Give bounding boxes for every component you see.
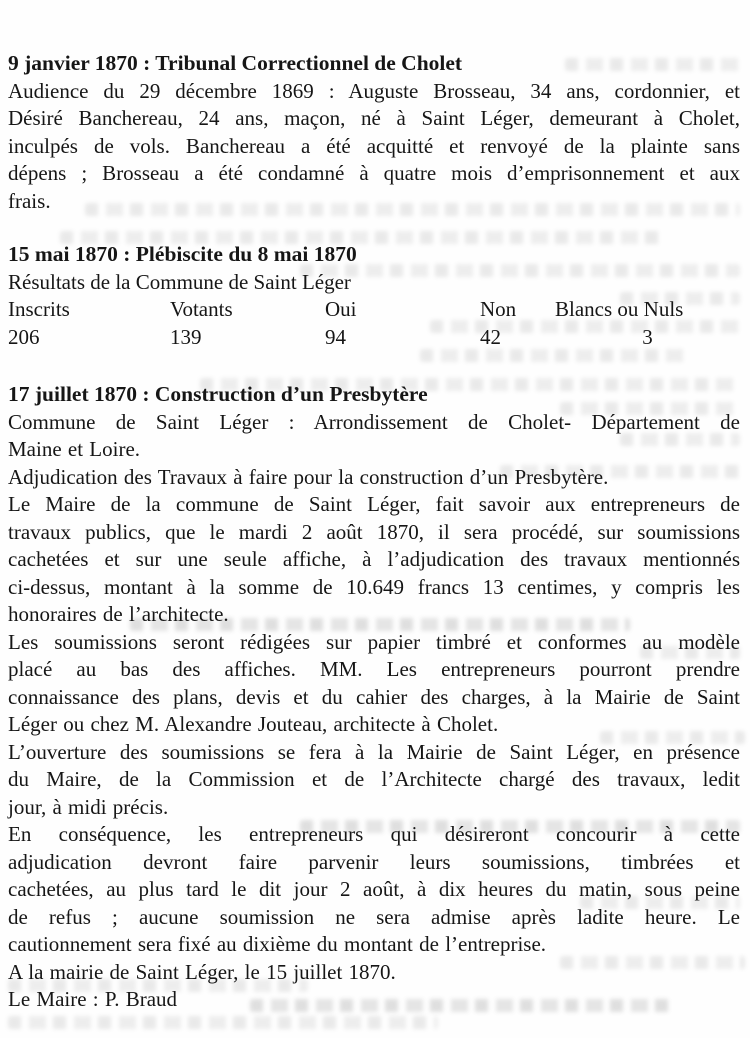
table-value: 206 [8,324,40,349]
column-header: Votants [170,297,233,321]
section-heading: 9 janvier 1870 : Tribunal Correctionnel de Cholet [8,51,463,75]
column-header: Oui [325,297,357,321]
table-caption: Résultats de la Commune de Saint Léger [8,269,351,294]
table-header-row [8,296,740,324]
text-line: Adjudication des Travaux à faire pour la construction d’un Presbytère. [8,464,609,489]
column-header: Blancs ou Nuls [555,297,684,321]
section-paragraph [8,464,740,492]
text-line: L’ouverture des soumissions se fera à la Mairie de Saint Léger, en présence [8,739,740,764]
section-presbytere [8,381,740,1014]
text-line: adjudication devront faire parvenir leurs soumissions, timbrées et [8,849,740,874]
text-line: frais. [8,188,51,213]
text-line: Les soumissions seront rédigées sur papier timbré et conformes au modèle [8,629,740,654]
text-line: de refus ; aucune soumission ne sera admise après ladite heure. Le [8,904,740,929]
text-line: cautionnement sera fixé au dixième du montant de l’entreprise. [8,932,547,956]
table-value: 42 [480,324,501,349]
table-value: 3 [642,324,653,349]
section-heading: 15 mai 1870 : Plébiscite du 8 mai 1870 [8,242,357,266]
section-paragraph [8,78,740,216]
date-line [8,959,740,987]
text-line: travaux publics, que le mardi 2 août 1870, il sera procédé, sur soumissions [8,519,740,544]
signature-line [8,986,740,1014]
text-line: Le Maire : P. Braud [8,987,178,1011]
section-paragraph [8,739,740,822]
section-paragraph [8,409,740,464]
text-line: Désiré Banchereau, 24 ans, maçon, né à Saint Léger, demeurant à Cholet, [8,106,740,130]
text-line: ci-dessus, montant à la somme de 10.649 francs 13 centimes, y compris les [8,574,740,599]
column-header: Inscrits [8,297,70,321]
text-line: inculpés de vols. Banchereau a été acquitté et renvoyé de la plainte sans [8,133,740,158]
text-line: A la mairie de Saint Léger, le 15 juillet 1870. [8,959,396,984]
text-line: cachetées et sur une seule affiche, à l’adjudication des travaux mentionnés [8,547,740,571]
section-paragraph [8,629,740,739]
section-heading: 17 juillet 1870 : Construction d’un Presbytère [8,382,428,406]
section-paragraph [8,821,740,959]
text-line: Léger ou chez M. Alexandre Jouteau, architecte à Cholet. [8,712,499,736]
plebiscite-results-table [8,296,740,351]
text-line: Le Maire de la commune de Saint Léger, fait savoir aux entrepreneurs de [8,492,740,516]
table-values-row [8,324,740,352]
text-line: Commune de Saint Léger : Arrondissement de Cholet- Département de [8,409,740,434]
text-line: Maine et Loire. [8,437,141,461]
section-paragraph [8,491,740,629]
text-line: dépens ; Brosseau a été condamné à quatre mois d’emprisonnement et aux [8,161,740,185]
text-line: honoraires de l’architecte. [8,602,229,626]
text-line: connaissance des plans, devis et du cahier des charges, à la Mairie de Saint [8,684,740,709]
text-line: du Maire, de la Commission et de l’Architecte chargé des travaux, ledit [8,767,740,791]
column-header: Non [480,297,517,321]
section-plebiscite [8,241,740,351]
text-line: placé au bas des affiches. MM. Les entrepreneurs pourront prendre [8,657,740,681]
text-line: En conséquence, les entrepreneurs qui désireront concourir à cette [8,822,740,846]
table-value: 139 [170,324,202,349]
text-line: jour, à midi précis. [8,794,169,819]
table-value: 94 [325,324,346,349]
text-line: Audience du 29 décembre 1869 : Auguste Brosseau, 34 ans, cordonnier, et [8,78,740,103]
section-tribunal [8,50,740,215]
bleedthrough-smudge [8,1016,438,1029]
text-line: cachetées, au plus tard le dit jour 2 août, à dix heures du matin, sous peine [8,877,740,901]
